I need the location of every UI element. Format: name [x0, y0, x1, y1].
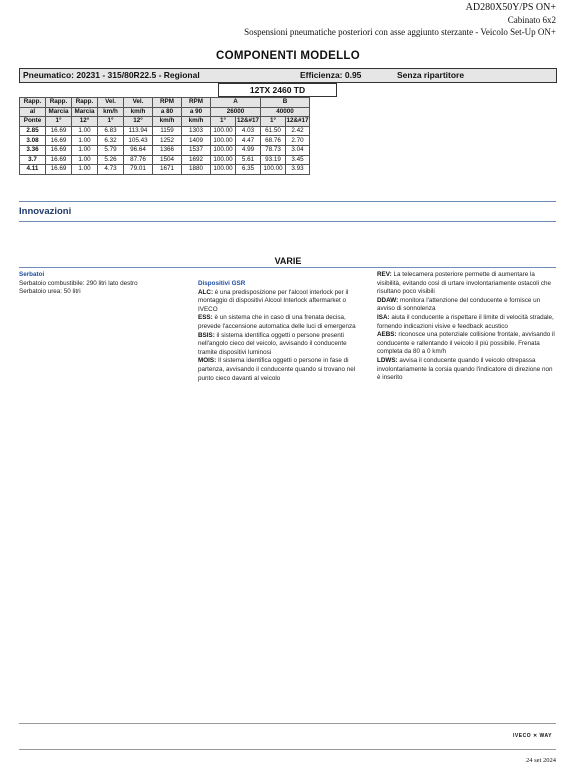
table-header: [20, 98, 310, 127]
table-cell: 100.00: [211, 145, 236, 155]
list-item: [198, 357, 366, 383]
table-cell: 16.69: [46, 145, 72, 155]
efficiency-label: Efficienza: 0.95: [300, 70, 362, 80]
header-cell: Rapp.: [20, 98, 46, 108]
header-cell: km/h: [182, 117, 211, 127]
table-cell: 4.47: [236, 136, 261, 146]
serbatoi-title: Serbatoi: [19, 271, 45, 278]
item-key: MOIS:: [198, 357, 217, 365]
table-cell: 1504: [153, 155, 182, 165]
footer-date: 24 set 2024: [526, 757, 556, 764]
tyre-label: Pneumatico: 20231 - 315/80R22.5 - Regional: [23, 70, 200, 80]
header-group-group_b: B: [261, 98, 310, 108]
table-cell: 6.32: [98, 136, 124, 146]
header-cell: Marcia: [46, 107, 72, 117]
table-cell: 1409: [182, 136, 211, 146]
serbatoi-column: [19, 271, 184, 297]
table-body: [20, 126, 310, 174]
table-cell: 1366: [153, 145, 182, 155]
varie-title: VARIE: [274, 256, 302, 266]
gsr-title: Dispositivi GSR: [198, 280, 246, 287]
gsr-column: [198, 280, 366, 383]
table-cell: 1692: [182, 155, 211, 165]
table-cell: 3.08: [20, 136, 46, 146]
table-cell: 1.00: [72, 155, 98, 165]
table-cell: 93.19: [261, 155, 286, 165]
page-title: COMPONENTI MODELLO: [215, 50, 361, 62]
item-text: monitora l'attenzione del conducente e fornisce un avviso di sonnolenza: [377, 296, 541, 313]
list-item: [377, 357, 555, 383]
table-cell: 5.26: [98, 155, 124, 165]
header-cell: 12°: [72, 117, 98, 127]
innovazioni-title: Innovazioni: [19, 206, 72, 217]
list-item: Serbatoio combustibile: 290 litri lato destro: [19, 279, 138, 287]
item-key: AEBS:: [377, 331, 397, 339]
tyre-bar: [19, 68, 557, 83]
table-cell: 16.69: [46, 126, 72, 136]
table-cell: 105.43: [124, 136, 153, 146]
header-cell: Vel.: [124, 98, 153, 108]
table-cell: 100.00: [211, 126, 236, 136]
divider: [19, 267, 556, 268]
header-cell: a 90: [182, 107, 211, 117]
list-item: [198, 289, 366, 315]
header-cell: Rapp.: [46, 98, 72, 108]
table-cell: 100.00: [211, 136, 236, 146]
item-text: La telecamera posteriore permette di aumentare la visibilità, evitando così di urtare involontariamente ostacoli che risultano poco visibili: [377, 271, 551, 296]
header-cell: RPM: [153, 98, 182, 108]
table-cell: 16.69: [46, 136, 72, 146]
item-text: avvisa il conducente quando il veicolo oltrepassa involontariamente la corsia quando l'indicatore di direzione non è inserito: [377, 356, 553, 382]
header-cell: 1°: [98, 117, 124, 127]
list-item: Serbatoio urea: 50 litri: [19, 288, 81, 296]
header-subcell: 1°: [211, 117, 236, 127]
table-cell: 3.93: [286, 165, 310, 175]
header-cell: al: [20, 107, 46, 117]
table-cell: 4.73: [98, 165, 124, 175]
table-cell: 1537: [182, 145, 211, 155]
brand-logo: IVECO ✕ WAY: [513, 733, 552, 739]
header-b_value: 40000: [261, 107, 310, 117]
item-text: è una predisposizione per l'alcool interlock per il montaggio di dispositivi Alcool Interlock aftermarket o IVECO: [198, 288, 349, 313]
item-key: ESS:: [198, 314, 213, 322]
table-cell: 1252: [153, 136, 182, 146]
table-row: [20, 165, 310, 175]
table-cell: 1.00: [72, 165, 98, 175]
table-row: [20, 126, 310, 136]
divider: [19, 749, 556, 750]
list-item: [198, 332, 366, 358]
item-text: riconosce una potenziale collisione frontale, avvisando il conducente e rallentando il veicolo il più possibile. Frenata completa da 80 a 0 km/h: [377, 331, 555, 356]
table-cell: 4.99: [236, 145, 261, 155]
item-key: DDAW:: [377, 296, 399, 304]
header-cell: Marcia: [72, 107, 98, 117]
table-cell: 6.35: [236, 165, 261, 175]
header-cell: a 80: [153, 107, 182, 117]
item-key: REV:: [377, 271, 392, 278]
table-cell: 3.04: [286, 145, 310, 155]
header-cell: 12°: [124, 117, 153, 127]
table-cell: 78.73: [261, 145, 286, 155]
header-subcell: 1°: [261, 117, 286, 127]
item-key: LDWS:: [377, 356, 398, 364]
table-cell: 4.11: [20, 165, 46, 175]
table-cell: 100.00: [261, 165, 286, 175]
vehicle-description: Sospensioni pneumatiche posteriori con asse aggiunto sterzante - Veicolo Set-Up ON+: [244, 27, 556, 37]
header-cell: Vel.: [98, 98, 124, 108]
table-row: [20, 155, 310, 165]
header-cell: km/h: [124, 107, 153, 117]
table-cell: 113.94: [124, 126, 153, 136]
table-cell: 3.7: [20, 155, 46, 165]
divider: [19, 723, 556, 724]
table-cell: 100.00: [211, 155, 236, 165]
header-cell: Rapp.: [72, 98, 98, 108]
table-cell: 87.76: [124, 155, 153, 165]
item-text: Il sistema identifica oggetti o persone in fase di partenza, avvisando il conducente quando si trovano nel punto cieco davanti al veicolo: [198, 357, 356, 382]
table-cell: 1671: [153, 165, 182, 175]
splitter-label: Senza ripartitore: [397, 70, 465, 80]
table-cell: 1880: [182, 165, 211, 175]
header-cell: km/h: [153, 117, 182, 127]
table-row: [20, 136, 310, 146]
divider: [19, 201, 556, 202]
table-cell: 68.76: [261, 136, 286, 146]
table-cell: 1.00: [72, 145, 98, 155]
table-cell: 61.50: [261, 126, 286, 136]
table-cell: 6.83: [98, 126, 124, 136]
gear-ratio-table: [19, 97, 310, 175]
table-cell: 5.61: [236, 155, 261, 165]
gearbox-name: 12TX 2460 TD: [218, 83, 337, 97]
header-cell: Ponte: [20, 117, 46, 127]
table-cell: 1.00: [72, 136, 98, 146]
cab-type: Cabinato 6x2: [507, 15, 556, 25]
table-cell: 79.01: [124, 165, 153, 175]
header-cell: RPM: [182, 98, 211, 108]
header-a_value: 26000: [211, 107, 261, 117]
item-text: il sistema identifica oggetti o persone presenti nell'angolo cieco del veicolo, avvisando il conducente tramite dispositivi luminosi: [198, 331, 347, 356]
list-item: [377, 297, 555, 314]
item-key: ALC:: [198, 288, 214, 296]
table-cell: 3.36: [20, 145, 46, 155]
table-cell: 2.42: [286, 126, 310, 136]
table-cell: 1.00: [72, 126, 98, 136]
item-key: ISA:: [377, 313, 390, 321]
table-cell: 5.79: [98, 145, 124, 155]
table-cell: 2.85: [20, 126, 46, 136]
item-text: è un sistema che in caso di una frenata decisa, prevede l'accensione automatica delle luci di emergenza: [198, 314, 356, 330]
table-cell: 3.45: [286, 155, 310, 165]
header-cell: 1°: [46, 117, 72, 127]
table-cell: 4.03: [236, 126, 261, 136]
header-subcell: 12&#17: [236, 117, 260, 125]
divider: [19, 221, 556, 222]
table-cell: 1303: [182, 126, 211, 136]
header-subcell: 12&#17: [286, 117, 309, 125]
list-item: [198, 314, 366, 331]
table-cell: 16.69: [46, 155, 72, 165]
table-row: [20, 145, 310, 155]
item-text: aiuta il conducente a rispettare il limite di velocità stradale, fornendo indicazioni visive e feedback acustico: [377, 313, 554, 330]
table-cell: 96.64: [124, 145, 153, 155]
model-code: AD280X50Y/PS ON+: [465, 2, 556, 13]
header-cell: km/h: [98, 107, 124, 117]
table-cell: 16.69: [46, 165, 72, 175]
list-item: [377, 271, 555, 297]
table-cell: 2.70: [286, 136, 310, 146]
header-group-group_a: A: [211, 98, 261, 108]
list-item: [377, 331, 555, 357]
table-cell: 1159: [153, 126, 182, 136]
table-cell: 100.00: [211, 165, 236, 175]
right-column: [377, 271, 555, 383]
item-key: BSIS:: [198, 331, 215, 339]
list-item: [377, 314, 555, 331]
